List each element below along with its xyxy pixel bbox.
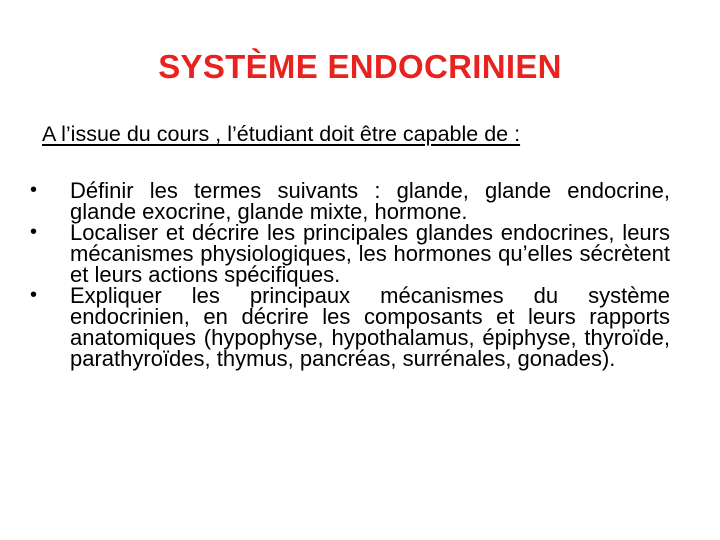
bullet-text: Localiser et décrire les principales glandes endocrines, leurs mécanismes physiologiques, les hormones qu’elles sécrètent et leurs actions spécifiques.: [70, 220, 670, 287]
bullet-icon: •: [30, 221, 38, 243]
slide-subtitle: A l’issue du cours , l’étudiant doit être capable de :: [42, 122, 521, 146]
bullet-icon: •: [30, 179, 38, 201]
slide-title: SYSTÈME ENDOCRINIEN: [158, 48, 562, 85]
bullet-icon: •: [30, 284, 38, 306]
list-item: [30, 222, 670, 285]
bullet-list: [30, 180, 670, 369]
bullet-text: Définir les termes suivants : glande, glande endocrine, glande exocrine, glande mixte, hormone.: [70, 178, 670, 224]
bullet-text: Expliquer les principaux mécanismes du système endocrinien, en décrire les composants et leurs rapports anatomiques (hypophyse, hypothalamus, épiphyse, thyroïde, parathyroïdes, thymus, pancréas, surrénales, gonades).: [70, 283, 670, 371]
list-item: [30, 285, 670, 369]
list-item: [30, 180, 670, 222]
